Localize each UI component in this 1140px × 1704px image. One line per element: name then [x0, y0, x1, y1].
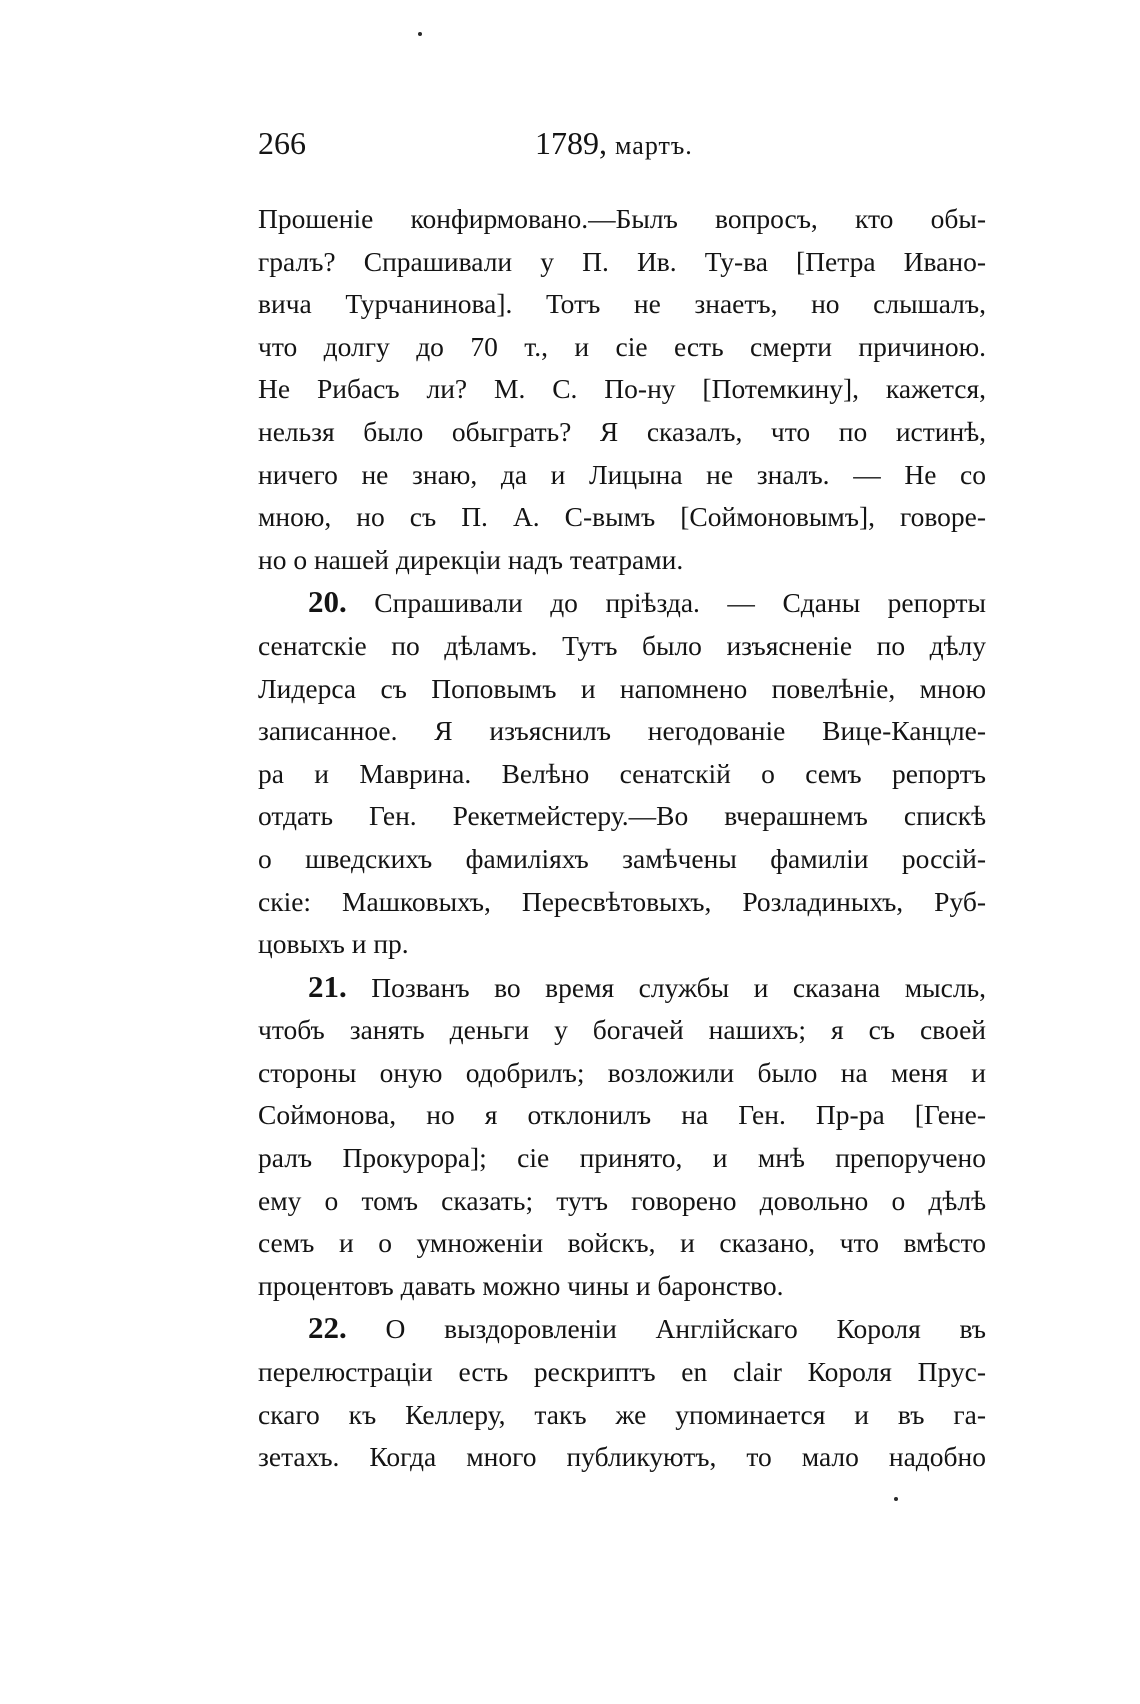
text-line: Спрашивали до пріѣзда. — Сданы репорты — [374, 587, 986, 619]
text-line: о шведскихъ фамиліяхъ замѣчены фамиліи россій- — [258, 842, 986, 874]
text-line: Соймонова, но я отклонилъ на Ген. Пр-ра [Гене- — [258, 1099, 986, 1131]
text-line-first — [258, 1307, 986, 1351]
entry-number: 20. — [308, 584, 347, 620]
header-month: мартъ. — [615, 131, 693, 160]
text-line: Позванъ во время службы и сказана мысль, — [371, 971, 986, 1003]
entry-number: 21. — [308, 968, 347, 1004]
entry-20 — [258, 581, 986, 965]
entry-number: 22. — [308, 1310, 347, 1346]
text-line: записанное. Я изъяснилъ негодованіе Вице-Канцле- — [258, 715, 986, 747]
entry-continuation — [258, 198, 986, 581]
text-line: ралъ Прокурора]; сіе принято, и мнѣ препоручено — [258, 1142, 986, 1174]
text-line: отдать Ген. Рекетмейстеру.—Во вчерашнемъ спискѣ — [258, 800, 986, 832]
entry-22 — [258, 1307, 986, 1478]
text-line: чтобъ занять деньги у богачей нашихъ; я съ своей — [258, 1014, 986, 1046]
text-line: гралъ? Спрашивали у П. Ив. Ту-ва [Петра Ивано- — [258, 245, 986, 277]
running-header — [258, 125, 986, 165]
text-line: О выздоровленіи Англійскаго Короля въ — [385, 1313, 987, 1345]
text-line: но о нашей дирекціи надъ театрами. — [258, 543, 684, 575]
scan-speck — [418, 32, 422, 36]
text-line: зетахъ. Когда много публикуютъ, то мало надобно — [258, 1441, 986, 1473]
text-line: что долгу до 70 т., и сіе есть смерти причиною. — [258, 330, 986, 362]
text-line: перелюстраціи есть рескриптъ en clair Короля Прус- — [258, 1356, 986, 1388]
text-line: процентовъ давать можно чины и баронство. — [258, 1269, 784, 1301]
text-line: скіе: Машковыхъ, Пересвѣтовыхъ, Розладиныхъ, Руб- — [258, 885, 986, 917]
text-line: Не Рибасъ ли? М. С. По-ну [Потемкину], кажется, — [258, 373, 986, 405]
text-line-first — [258, 966, 986, 1010]
text-line: мною, но съ П. А. С-вымъ [Соймоновымъ], говоре- — [258, 501, 986, 533]
header-year: 1789, — [535, 125, 607, 161]
page-number: 266 — [258, 125, 306, 161]
text-line: ему о томъ сказать; тутъ говорено довольно о дѣлѣ — [258, 1184, 986, 1216]
text-line: нельзя было обыграть? Я сказалъ, что по истинѣ, — [258, 415, 986, 447]
text-line: Лидерса съ Поповымъ и напомнено повелѣніе, мною — [258, 672, 986, 704]
text-line-first — [258, 581, 986, 625]
text-line: Прошеніе конфирмовано.—Былъ вопросъ, кто обы- — [258, 203, 986, 234]
text-line: ра и Маврина. Велѣно сенатскій о семъ репортъ — [258, 757, 986, 789]
text-line: ничего не знаю, да и Лицына не зналъ. — Не со — [258, 458, 986, 490]
body-text — [258, 198, 986, 1479]
text-line: семъ и о умноженіи войскъ, и сказано, что вмѣсто — [258, 1227, 986, 1259]
text-line: цовыхъ и пр. — [258, 928, 409, 960]
text-line: стороны оную одобрилъ; возложили было на меня и — [258, 1056, 986, 1088]
scan-speck — [894, 1497, 898, 1501]
running-title — [535, 125, 693, 162]
text-line: скаго къ Келлеру, такъ же упоминается и въ га- — [258, 1398, 986, 1430]
entry-21 — [258, 966, 986, 1308]
text-line: вича Турчанинова]. Тотъ не знаетъ, но слышалъ, — [258, 288, 986, 320]
text-line: сенатскіе по дѣламъ. Тутъ было изъясненіе по дѣлу — [258, 629, 986, 661]
